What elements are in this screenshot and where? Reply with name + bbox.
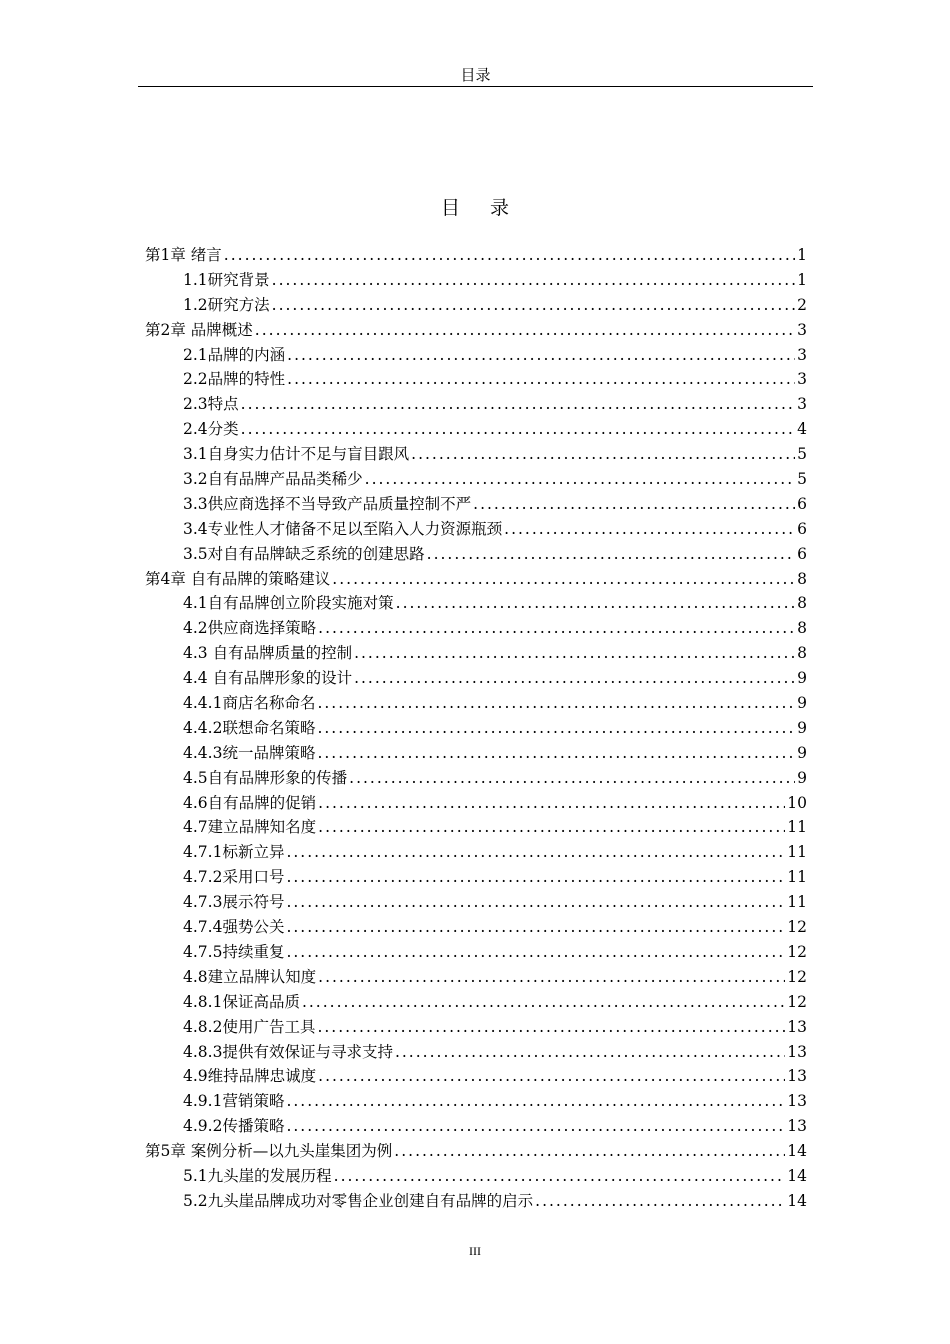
toc-leader-dots: [317, 1015, 785, 1040]
toc-entry-page: 11: [787, 893, 807, 912]
toc-entry-page: 13: [787, 1042, 807, 1061]
toc-leader-dots: [396, 591, 795, 616]
toc-entry-page: 3: [797, 370, 807, 389]
toc-chapter-entry[interactable]: [145, 318, 807, 343]
toc-leader-dots: [318, 965, 785, 990]
toc-section-entry[interactable]: [145, 940, 807, 965]
toc-leader-dots: [317, 716, 795, 741]
toc-leader-dots: [318, 791, 785, 816]
toc-section-entry[interactable]: [145, 990, 807, 1015]
toc-entry-page: 2: [797, 295, 807, 314]
toc-entry-title: 4.6自有品牌的促销: [183, 793, 317, 812]
toc-section-entry[interactable]: [145, 741, 807, 766]
toc-leader-dots: [286, 1089, 785, 1114]
toc-section-entry[interactable]: [145, 641, 807, 666]
toc-section-entry[interactable]: [145, 1089, 807, 1114]
toc-title: 目 录: [440, 197, 522, 219]
toc-entry-page: 3: [797, 395, 807, 414]
toc-section-entry[interactable]: [145, 1189, 807, 1214]
toc-entry-page: 3: [797, 345, 807, 364]
toc-leader-dots: [286, 890, 785, 915]
toc-entry-page: 9: [797, 694, 807, 713]
toc-entry-page: 1: [797, 270, 807, 289]
toc-entry-title: 4.9维持品牌忠诚度: [183, 1067, 317, 1086]
toc-leader-dots: [318, 815, 785, 840]
toc-entry-page: 5: [797, 470, 807, 489]
toc-section-entry[interactable]: [145, 1015, 807, 1040]
toc-entry-title: 1.2研究方法: [183, 295, 270, 314]
toc-leader-dots: [287, 343, 795, 368]
toc-entry-title: 4.8.3提供有效保证与寻求支持: [183, 1042, 393, 1061]
toc-entry-title: 4.3 自有品牌质量的控制: [183, 644, 353, 663]
toc-leader-dots: [427, 542, 795, 567]
toc-entry-page: 12: [787, 967, 807, 986]
toc-section-entry[interactable]: [145, 716, 807, 741]
page-number: III: [469, 1244, 481, 1258]
toc-entry-page: 9: [797, 718, 807, 737]
toc-entry-page: 8: [797, 569, 807, 588]
toc-section-entry[interactable]: [145, 815, 807, 840]
toc-leader-dots: [272, 268, 795, 293]
toc-entry-page: 6: [797, 519, 807, 538]
toc-section-entry[interactable]: [145, 766, 807, 791]
toc-entry-title: 4.7建立品牌知名度: [183, 818, 317, 837]
toc-leader-dots: [332, 567, 795, 592]
toc-entry-page: 5: [797, 445, 807, 464]
toc-leader-dots: [535, 1189, 785, 1214]
toc-entry-page: 8: [797, 644, 807, 663]
toc-leader-dots: [241, 417, 795, 442]
toc-section-entry[interactable]: [145, 343, 807, 368]
toc-section-entry[interactable]: [145, 691, 807, 716]
toc-leader-dots: [504, 517, 795, 542]
toc-entry-title: 4.7.5持续重复: [183, 942, 285, 961]
toc-section-entry[interactable]: [145, 915, 807, 940]
toc-entry-page: 11: [787, 843, 807, 862]
toc-entry-page: 4: [797, 420, 807, 439]
toc-section-entry[interactable]: [145, 890, 807, 915]
toc-entry-page: 6: [797, 544, 807, 563]
toc-entry-title: 3.3供应商选择不当导致产品质量控制不严: [183, 494, 472, 513]
toc-entry-page: 14: [787, 1142, 807, 1161]
toc-section-entry[interactable]: [145, 293, 807, 318]
toc-leader-dots: [286, 865, 785, 890]
toc-section-entry[interactable]: [145, 492, 807, 517]
toc-entry-title: 4.8.1保证高品质: [183, 992, 300, 1011]
toc-section-entry[interactable]: [145, 616, 807, 641]
toc-entry-title: 第1章 绪言: [145, 246, 222, 264]
toc-section-entry[interactable]: [145, 542, 807, 567]
toc-leader-dots: [318, 616, 795, 641]
toc-entry-title: 2.1品牌的内涵: [183, 345, 286, 364]
toc-entry-title: 4.8建立品牌认知度: [183, 967, 317, 986]
toc-leader-dots: [302, 990, 785, 1015]
toc-entry-title: 4.4 自有品牌形象的设计: [183, 669, 353, 688]
toc-entry-title: 4.9.2传播策略: [183, 1117, 285, 1136]
toc-leader-dots: [349, 766, 795, 791]
toc-leader-dots: [365, 467, 795, 492]
toc-section-entry[interactable]: [145, 268, 807, 293]
toc-leader-dots: [354, 666, 795, 691]
toc-entry-page: 13: [787, 1017, 807, 1036]
toc-entry-title: 第4章 自有品牌的策略建议: [145, 569, 331, 588]
toc-leader-dots: [272, 293, 795, 318]
toc-entry-title: 5.2九头崖品牌成功对零售企业创建自有品牌的启示: [183, 1191, 534, 1210]
toc-entry-title: 4.4.1商店名称命名: [183, 694, 316, 713]
toc-entry-title: 4.4.2联想命名策略: [183, 718, 316, 737]
toc-entry-page: 1: [797, 246, 807, 264]
toc-section-entry[interactable]: [145, 965, 807, 990]
toc-entry-title: 2.2品牌的特性: [183, 370, 286, 389]
toc-entry-page: 3: [797, 320, 807, 339]
toc-leader-dots: [394, 1139, 785, 1164]
toc-leader-dots: [317, 691, 795, 716]
toc-entry-title: 4.2供应商选择策略: [183, 619, 317, 638]
toc-chapter-entry[interactable]: [145, 1139, 807, 1164]
toc-entry-title: 3.4专业性人才储备不足以至陷入人力资源瓶颈: [183, 519, 503, 538]
toc-chapter-entry[interactable]: [145, 567, 807, 592]
toc-entry-page: 14: [787, 1166, 807, 1185]
toc-section-entry[interactable]: [145, 791, 807, 816]
toc-entry-page: 8: [797, 619, 807, 638]
toc-entry-title: 第5章 案例分析—以九头崖集团为例: [145, 1142, 393, 1161]
toc-leader-dots: [318, 1064, 785, 1089]
toc-leader-dots: [473, 492, 795, 517]
toc-entry-title: 4.1自有品牌创立阶段实施对策: [183, 594, 394, 613]
toc-section-entry[interactable]: [145, 840, 807, 865]
toc-entry-title: 2.3特点: [183, 395, 239, 414]
toc-entry-page: 14: [787, 1191, 807, 1210]
toc-entry-title: 5.1九头崖的发展历程: [183, 1166, 332, 1185]
toc-entry-title: 4.8.2使用广告工具: [183, 1017, 316, 1036]
toc-entry-page: 8: [797, 594, 807, 613]
toc-section-entry[interactable]: [145, 666, 807, 691]
toc-entry-page: 11: [787, 818, 807, 837]
toc-section-entry[interactable]: [145, 517, 807, 542]
toc-entry-page: 12: [787, 942, 807, 961]
toc-section-entry[interactable]: [145, 591, 807, 616]
header-divider: [138, 86, 813, 87]
toc-entry-title: 第2章 品牌概述: [145, 320, 253, 339]
toc-section-entry[interactable]: [145, 1064, 807, 1089]
toc-entry-title: 2.4分类: [183, 420, 239, 439]
toc-section-entry[interactable]: [145, 467, 807, 492]
toc-chapter-entry[interactable]: [145, 243, 807, 268]
toc-leader-dots: [286, 940, 785, 965]
toc-entry-title: 4.7.3展示符号: [183, 893, 285, 912]
toc-leader-dots: [286, 1114, 785, 1139]
toc-entry-page: 13: [787, 1117, 807, 1136]
toc-entry-page: 11: [787, 868, 807, 887]
toc-leader-dots: [317, 741, 795, 766]
toc-entry-title: 4.5自有品牌形象的传播: [183, 768, 348, 787]
toc-entry-page: 12: [787, 992, 807, 1011]
toc-entry-page: 13: [787, 1067, 807, 1086]
toc-section-entry[interactable]: [145, 392, 807, 417]
toc-section-entry[interactable]: [145, 417, 807, 442]
toc-entry-title: 3.2自有品牌产品品类稀少: [183, 470, 363, 489]
toc-entry-page: 9: [797, 669, 807, 688]
toc-leader-dots: [286, 840, 785, 865]
toc-entry-page: 9: [797, 743, 807, 762]
toc-entry-page: 6: [797, 494, 807, 513]
toc-entry-title: 4.9.1营销策略: [183, 1092, 285, 1111]
toc-entry-title: 4.4.3统一品牌策略: [183, 743, 316, 762]
toc-entry-title: 4.7.2采用口号: [183, 868, 285, 887]
toc-section-entry[interactable]: [145, 865, 807, 890]
toc-leader-dots: [334, 1164, 786, 1189]
toc-leader-dots: [241, 392, 795, 417]
toc-leader-dots: [287, 367, 795, 392]
toc-leader-dots: [395, 1040, 785, 1065]
toc-entry-page: 12: [787, 918, 807, 937]
toc-section-entry[interactable]: [145, 367, 807, 392]
toc-leader-dots: [286, 915, 785, 940]
toc-entry-title: 1.1研究背景: [183, 270, 270, 289]
toc-leader-dots: [411, 442, 795, 467]
running-header: 目录: [460, 66, 491, 84]
toc-section-entry[interactable]: [145, 1040, 807, 1065]
toc-entry-title: 3.5对自有品牌缺乏系统的创建思路: [183, 544, 425, 563]
toc-section-entry[interactable]: [145, 1164, 807, 1189]
toc-entry-page: 9: [797, 768, 807, 787]
toc-leader-dots: [255, 318, 795, 343]
toc-entry-page: 13: [787, 1092, 807, 1111]
toc-section-entry[interactable]: [145, 442, 807, 467]
table-of-contents: [145, 243, 807, 1214]
toc-entry-title: 4.7.4强势公关: [183, 918, 285, 937]
toc-section-entry[interactable]: [145, 1114, 807, 1139]
toc-entry-page: 10: [787, 793, 807, 812]
toc-entry-title: 3.1自身实力估计不足与盲目跟风: [183, 445, 410, 464]
toc-leader-dots: [354, 641, 795, 666]
toc-leader-dots: [224, 243, 795, 268]
toc-entry-title: 4.7.1标新立异: [183, 843, 285, 862]
